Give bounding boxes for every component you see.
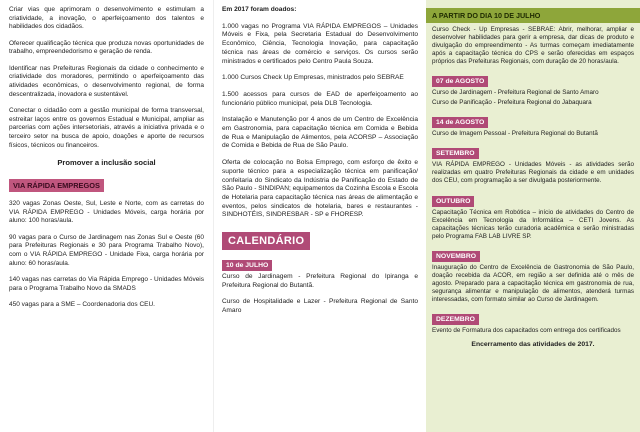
paragraph: Instalação e Manutenção por 4 anos de um Centro de Excelência em Gastronomia, para capacitação técnica em Comida e Bebida de Rua e Manipulação de Alimentos, pela ACORSP – Associação de Comida e Bebida de Rua de São Paulo. xyxy=(222,116,418,150)
date-chip: A PARTIR DO DIA 10 DE JULHO xyxy=(426,8,640,23)
paragraph: 1.000 vagas no Programa VIA RÁPIDA EMPREGOS – Unidades Móveis e Fixa, pela Secretaria Estadual do Desenvolvimento Econômico, Ciência, Tecnologia Inovação, para capacitação técnica nas áreas de comércio e serviços. Os cursos serão ministrados e certificados pelo Centro Paula Souza. xyxy=(222,22,418,65)
paragraph: Conectar o cidadão com a gestão municipal de forma transversal, estreitar laços entre os governos Estadual e Municipal, ampliar as parcerias com ações intersetoriais, através a iniciativa privada e o terceiro setor na busca de apoio, doações e aporte de recursos físicos, técnicos ou financeiros. xyxy=(9,107,204,149)
paragraph: Curso de Imagem Pessoal - Prefeitura Regional do Butantã xyxy=(432,130,598,138)
date-chip: SETEMBRO xyxy=(432,148,479,159)
column-left xyxy=(0,0,213,432)
paragraph: Criar vias que aprimoram o desenvolvimento e estimulam a criatividade, a inovação, o aperfeiçoamento dos talentos e habilidades dos cidadãos. xyxy=(9,6,204,31)
paragraph: Curso de Hospitalidade e Lazer - Prefeitura Regional de Santo Amaro xyxy=(222,298,418,315)
calendar-heading: CALENDÁRIO xyxy=(222,232,310,250)
paragraph: Identificar nas Prefeituras Regionais da cidade o conhecimento e criatividade dos moradores, permitindo o aperfeiçoamento das atividades econômicas, o desenvolvimento regional, de forma descentralizada, inovadora e sustentável. xyxy=(9,64,204,98)
paragraph: Curso Check - Up Empresas - SEBRAE: Abrir, melhorar, ampliar e desenvolver habilidades para gerir a empresa, dar dicas de produto e divulgação do empreendimento - As turmas começam imediatamente após a capacitação técnica do CPS e serão oferecidas em espaços próprios das Prefeituras Regionais, com duração de 20 horas/aula. xyxy=(432,26,634,66)
paragraph: Inauguração do Centro de Excelência de Gastronomia de São Paulo, doação recebida da ACOR, em região a ser definida até o mês de agosto. Preparado para a capacitação técnica em gastronomia de rua, segurança alimentar e manipulação de alimentos, atenderá turmas interessadas, com formato similar ao Curso de Jardinagem. xyxy=(432,263,634,303)
paragraph: Curso de Jardinagem - Prefeitura Regional do Ipiranga e Prefeitura Regional do Butantã. xyxy=(222,273,418,289)
paragraph: Evento de Formatura dos capacitados com entrega dos certificados xyxy=(432,326,621,334)
paragraph: VIA RÁPIDA EMPREGO - Unidades Móveis - as atividades serão realizadas em quatro Prefeituras Regionais da cidade e em unidades dos CEU, com programação a ser divulgada posteriormente. xyxy=(432,161,634,185)
date-chip: DEZEMBRO xyxy=(432,314,479,325)
paragraph: Capacitação Técnica em Robótica – início de atividades do Centro de Excelência em Tecnologia da Informática – CETI Jovens. As capacitações técnicas terão curadoria acadêmica e serão ministradas pelo Programa FAB LAB LIVRE SP. xyxy=(432,208,634,240)
paragraph: 90 vagas para o Curso de Jardinagem nas Zonas Sul e Oeste (60 para Prefeituras Regionais e 30 para Programa Trabalho Novo), com o VIA RÁPIDA EMPREGO - Unidade Fixa, carga horária por aluno: 60 horas/aula. xyxy=(9,233,204,267)
date-chip: 14 de AGOSTO xyxy=(432,117,488,128)
promo-heading: Promover a inclusão social xyxy=(57,158,156,168)
date-chip: 10 de JULHO xyxy=(222,260,272,271)
paragraph: Curso de Jardinagem - Prefeitura Regional de Santo Amaro xyxy=(432,89,599,97)
paragraph: Curso de Panificação - Prefeitura Regional do Jabaquara xyxy=(432,99,592,107)
column-right xyxy=(426,0,640,432)
paragraph: 1.500 acessos para cursos de EAD de aperfeiçoamento ao funcionário público municipal, pela DLB Tecnologia. xyxy=(222,90,418,107)
paragraph: 140 vagas nas carretas do Via Rápida Emprego - Unidades Móveis para o Programa Trabalho Novo da SMADS xyxy=(9,276,204,292)
date-chip: 07 de AGOSTO xyxy=(432,76,488,87)
section-heading: VIA RÁPIDA EMPREGOS xyxy=(9,179,104,192)
closing-text: Encerramento das atividades de 2017. xyxy=(471,340,595,348)
paragraph: Oferta de colocação no Bolsa Emprego, com esforço de êxito e suporte técnico para a especialização técnica em panificação/ confeitaria do Sindicato da Indústria de Panificação do Estado de São Paulo - SINDIPAN; equipamentos da Cozinha Escola e Escola de Hotelaria para capacitação técnica nas áreas de alimentação e eventos, pelos sindicatos de hotelaria, bares e restaurantes - SINDHOTÉIS, SINDRESBAR - SP e FHORESP. xyxy=(222,159,418,219)
date-chip: NOVEMBRO xyxy=(432,251,480,262)
paragraph: 320 vagas Zonas Oeste, Sul, Leste e Norte, com as carretas do VIA RÁPIDA EMPREGO - Unidades Móveis, carga horária por aluno: 100 horas/aula. xyxy=(9,200,204,225)
date-chip: OUTUBRO xyxy=(432,196,474,207)
paragraph: 450 vagas para a SME – Coordenadoria dos CEU. xyxy=(9,301,155,309)
column-middle xyxy=(213,0,426,432)
paragraph: Oferecer qualificação técnica que produza novas oportunidades de trabalho, empreendedorismo e geração de renda. xyxy=(9,39,204,56)
paragraph: 1.000 Cursos Check Up Empresas, ministrados pelo SEBRAE xyxy=(222,74,404,82)
intro-text: Em 2017 foram doados: xyxy=(222,6,297,13)
